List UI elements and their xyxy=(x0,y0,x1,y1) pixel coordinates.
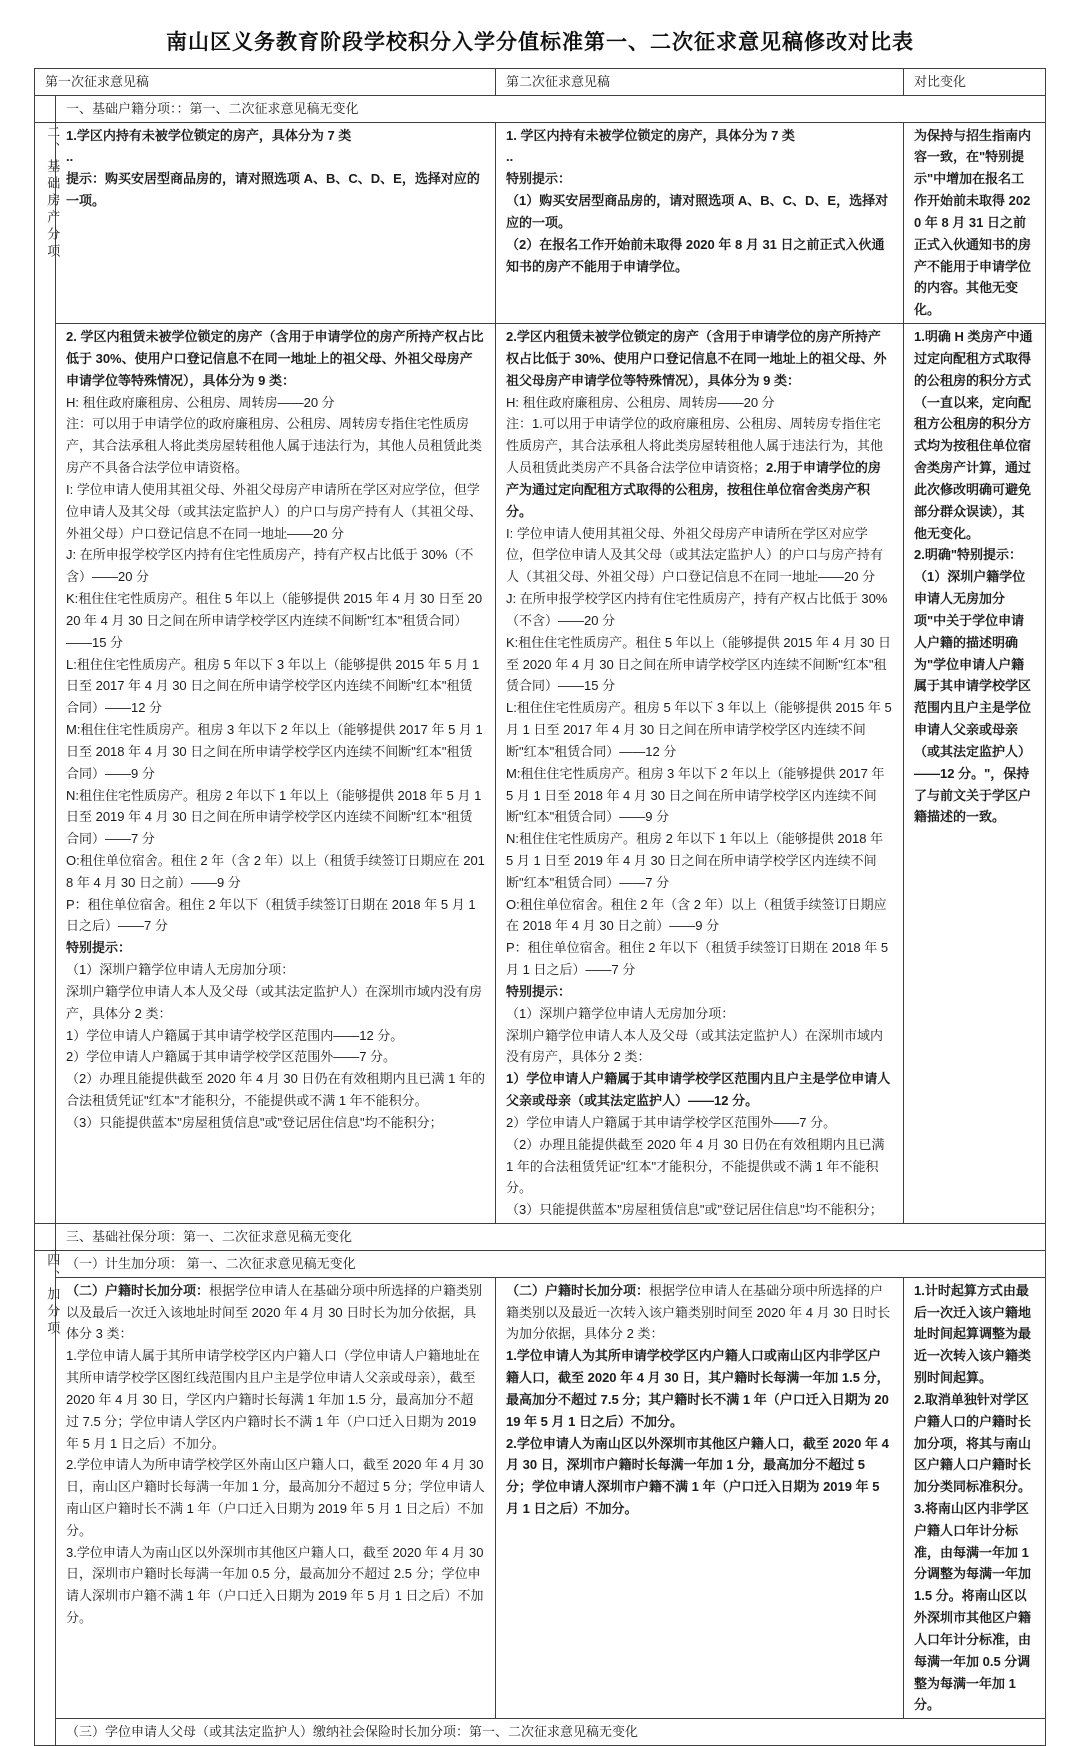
side-label-housing-text: 二、基础房产分项 xyxy=(45,124,61,261)
side-label-housing xyxy=(34,122,61,1223)
house2-change-cell: 1.明确 H 类房产中通过定向配租方式取得的公租房的积分方式（一直以来，定向配租方公租房的积分方式均为按租住单位宿舍类房产计算，通过此次修改明确可避免部分群众误读），其他无变化。 2.明确"特别提示：（1）深圳户籍学位申请人无房加分项"中关于学位申请人户籍的描述明确为"学位申请人户籍属于其申请学校学区范围内且户主是学位申请人父亲或母亲（或其法定监护人）——12 分。"，保持了与前文关于学区户籍描述的一致。 xyxy=(904,324,1046,1224)
column-header-change: 对比变化 xyxy=(904,69,1046,96)
column-header-second-draft: 第二次征求意见稿 xyxy=(496,69,904,96)
section-row-4c xyxy=(34,1719,1045,1746)
house2-first-draft-cell: 2. 学区内租赁未被学位锁定的房产（含用于申请学位的房产所持产权占比低于 30%、使用户口登记信息不在同一地址上的祖父母、外祖父母房产申请学位等特殊情况），具体分为 9 类： H: 租住政府廉租房、公租房、周转房——20 分 注：可以用于申请学位的政府廉租房、公租房、周转房专指住宅性质房产，其合法承租人将此类房屋转租他人属于违法行为，其他人员租赁此类房产不具备合法学位申请资格。 I: 学位申请人使用其祖父母、外祖父母房产申请所在学区对应学位，但学位申请人及其父母（或其法定监护人）的户口与房产持有人（其祖父母、外祖父母）户口登记信息不在同一地址——20 分 J: 在所申报学校学区内持有住宅性质房产，持有产权占比低于 30%（不含）——20 分 K:租住住宅性质房产。租住 5 年以上（能够提供 2015 年 4 月 30 日至 2020 年 4 月 30 日之间在所申请学校学区内连续不间断"红本"租赁合同）——15 分 L:租住住宅性质房产。租房 5 年以下 3 年以上（能够提供 2015 年 5 月 1 日至 2017 年 4 月 30 日之间在所申请学校学区内连续不间断"红本"租赁合同）——12 分 M:租住住宅性质房产。租房 3 年以下 2 年以上（能够提供 2017 年 5 月 1 日至 2018 年 4 月 30 日之间在所申请学校学区内连续不间断"红本"租赁合同）——9 分 N:租住住宅性质房产。租房 2 年以下 1 年以上（能够提供 2018 年 5 月 1 日至 2019 年 4 月 30 日之间在所申请学校学区内连续不间断"红本"租赁合同）——7 分 O:租住单位宿舍。租住 2 年（含 2 年）以上（租赁手续签订日期应在 2018 年 4 月 30 日之前）——9 分 P：租住单位宿舍。租住 2 年以下（租赁手续签订日期在 2018 年 5 月 1 日之后）——7 分 特别提示： （1）深圳户籍学位申请人无房加分项： 深圳户籍学位申请人本人及父母（或其法定监护人）在深圳市域内没有房产，具体分 2 类： 1）学位申请人户籍属于其申请学校学区范围内——12 分。 2）学位申请人户籍属于其申请学校学区范围外——7 分。 （2）办理且能提供截至 2020 年 4 月 30 日仍在有效租期内且已满 1 年的合法租赁凭证"红本"才能积分，不能提供或不满 1 年不能积分。 （3）只能提供蓝本"房屋租赁信息"或"登记居住信息"均不能积分； xyxy=(55,324,495,1224)
hukou-first-draft-cell: （二）户籍时长加分项：根据学位申请人在基础分项中所选择的户籍类别以及最后一次迁入该地址时间至 2020 年 4 月 30 日时长为加分依据，具体分 3 类： 1.学位申请人属于其所申请学校学区内户籍人口（学位申请人户籍地址在其所申请学校学区图红线范围内且户主是学位申请人父亲或母亲），截至 2020 年 4 月 30 日，学区内户籍时长每满 1 年加 1.5 分，最高加分不超过 7.5 分；学位申请人学区内户籍时长不满 1 年（户口迁入日期为 2019 年 5 月 1 日之后）不加分。 2.学位申请人为所申请学校学区外南山区户籍人口，截至 2020 年 4 月 30 日，南山区户籍时长每满一年加 1 分，最高加分不超过 5 分；学位申请人南山区户籍时长不满 1 年（户口迁入日期为 2019 年 5 月 1 日之后）不加分。 3.学位申请人为南山区以外深圳市其他区户籍人口，截至 2020 年 4 月 30 日，深圳市户籍时长每满一年加 0.5 分，最高加分不超过 2.5 分；学位申请人深圳市户籍不满 1 年（户口迁入日期为 2019 年 5 月 1 日之后）不加分。 xyxy=(55,1277,495,1719)
page-title: 南山区义务教育阶段学校积分入学分值标准第一、二次征求意见稿修改对比表 xyxy=(166,31,914,54)
house1-change-cell: 为保持与招生指南内容一致，在"特别提示"中增加在报名工作开始前未取得 2020 年 8 月 31 日之前正式入伙通知书的房产不能用于申请学位的内容。其他无变化。 xyxy=(904,122,1046,323)
side-label-bonus-text: 四、加分项 xyxy=(45,1252,61,1338)
empty-side-cell xyxy=(34,95,55,122)
section-row-1 xyxy=(34,95,1045,122)
table-row xyxy=(34,122,1045,323)
section-1-label: 一、基础户籍分项：：第一、二次征求意见稿无变化 xyxy=(55,95,1045,122)
section-3-label: 三、基础社保分项：第一、二次征求意见稿无变化 xyxy=(55,1224,1045,1251)
table-row xyxy=(34,324,1045,1224)
section-row-3 xyxy=(34,1224,1045,1251)
section-row-4a xyxy=(34,1250,1045,1277)
hukou-change-cell: 1.计时起算方式由最后一次迁入该户籍地址时间起算调整为最近一次转入该户籍类别时间起算。 2.取消单独针对学区户籍人口的户籍时长加分项，将其与南山区户籍人口户籍时长加分类同标准积分。 3.将南山区内非学区户籍人口年计分标准，由每满一年加 1 分调整为每满一年加 1.5 分。将南山区以外深圳市其他区户籍人口年计分标准，由每满一年加 0.5 分调整为每满一年加 1 分。 xyxy=(904,1277,1046,1719)
table-header-row xyxy=(34,69,1045,96)
comparison-table xyxy=(34,68,1046,1746)
house1-first-draft-cell: 1.学区内持有未被学位锁定的房产，具体分为 7 类 .. 提示：购买安居型商品房的，请对照选项 A、B、C、D、E，选择对应的一项。 xyxy=(55,122,495,323)
column-header-first-draft: 第一次征求意见稿 xyxy=(34,69,495,96)
table-row xyxy=(34,1277,1045,1719)
section-4c-label: （三）学位申请人父母（或其法定监护人）缴纳社会保险时长加分项：第一、二次征求意见稿无变化 xyxy=(55,1719,1045,1746)
side-label-bonus xyxy=(34,1250,61,1745)
house2-second-draft-cell: 2.学区内租赁未被学位锁定的房产（含用于申请学位的房产所持产权占比低于 30%、使用户口登记信息不在同一地址上的祖父母、外祖父母房产申请学位等特殊情况），具体分为 9 类： H: 租住政府廉租房、公租房、周转房——20 分 注：1.可以用于申请学位的政府廉租房、公租房、周转房专指住宅性质房产，其合法承租人将此类房屋转租他人属于违法行为，其他人员租赁此类房产不具备合法学位申请资格；2.用于申请学位的房产为通过定向配租方式取得的公租房，按租住单位宿舍类房产积分。 I: 学位申请人使用其祖父母、外祖父母房产申请所在学区对应学位，但学位申请人及其父母（或其法定监护人）的户口与房产持有人（其祖父母、外祖父母）户口登记信息不在同一地址——20 分 J: 在所申报学校学区内持有住宅性质房产，持有产权占比低于 30%（不含）——20 分 K:租住住宅性质房产。租住 5 年以上（能够提供 2015 年 4 月 30 日至 2020 年 4 月 30 日之间在所申请学校学区内连续不间断"红本"租赁合同）——15 分 L:租住住宅性质房产。租房 5 年以下 3 年以上（能够提供 2015 年 5 月 1 日至 2017 年 4 月 30 日之间在所申请学校学区内连续不间断"红本"租赁合同）——12 分 M:租住住宅性质房产。租房 3 年以下 2 年以上（能够提供 2017 年 5 月 1 日至 2018 年 4 月 30 日之间在所申请学校学区内连续不间断"红本"租赁合同）——9 分 N:租住住宅性质房产。租房 2 年以下 1 年以上（能够提供 2018 年 5 月 1 日至 2019 年 4 月 30 日之间在所申请学校学区内连续不间断"红本"租赁合同）——7 分 O:租住单位宿舍。租住 2 年（含 2 年）以上（租赁手续签订日期应在 2018 年 4 月 30 日之前）——9 分 P：租住单位宿舍。租住 2 年以下（租赁手续签订日期在 2018 年 5 月 1 日之后）——7 分 特别提示： （1）深圳户籍学位申请人无房加分项： 深圳户籍学位申请人本人及父母（或其法定监护人）在深圳市域内没有房产，具体分 2 类： 1）学位申请人户籍属于其申请学校学区范围内且户主是学位申请人父亲或母亲（或其法定监护人）——12 分。 2）学位申请人户籍属于其申请学校学区范围外——7 分。 （2）办理且能提供截至 2020 年 4 月 30 日仍在有效租期内且已满 1 年的合法租赁凭证"红本"才能积分，不能提供或不满 1 年不能积分。 （3）只能提供蓝本"房屋租赁信息"或"登记居住信息"均不能积分； xyxy=(496,324,904,1224)
house1-second-draft-cell: 1. 学区内持有未被学位锁定的房产，具体分为 7 类 .. 特别提示： （1）购买安居型商品房的，请对照选项 A、B、C、D、E，选择对应的一项。 （2）在报名工作开始前未取得 2020 年 8 月 31 日之前正式入伙通知书的房产不能用于申请学位。 xyxy=(496,122,904,323)
empty-side-cell xyxy=(34,1224,55,1251)
section-4a-label: （一）计生加分项： 第一、二次征求意见稿无变化 xyxy=(55,1250,1045,1277)
hukou-second-draft-cell: （二）户籍时长加分项：根据学位申请人在基础分项中所选择的户籍类别以及最近一次转入该户籍类别时间至 2020 年 4 月 30 日时长为加分依据，具体分 2 类： 1.学位申请人为其所申请学校学区内户籍人口或南山区内非学区户籍人口，截至 2020 年 4 月 30 日，其户籍时长每满一年加 1.5 分，最高加分不超过 7.5 分；其户籍时长不满 1 年（户口迁入日期为 2019 年 5 月 1 日之后）不加分。 2.学位申请人为南山区以外深圳市其他区户籍人口，截至 2020 年 4 月 30 日，深圳市户籍时长每满一年加 1 分，最高加分不超过 5 分；学位申请人深圳市户籍不满 1 年（户口迁入日期为 2019 年 5 月 1 日之后）不加分。 xyxy=(496,1277,904,1719)
